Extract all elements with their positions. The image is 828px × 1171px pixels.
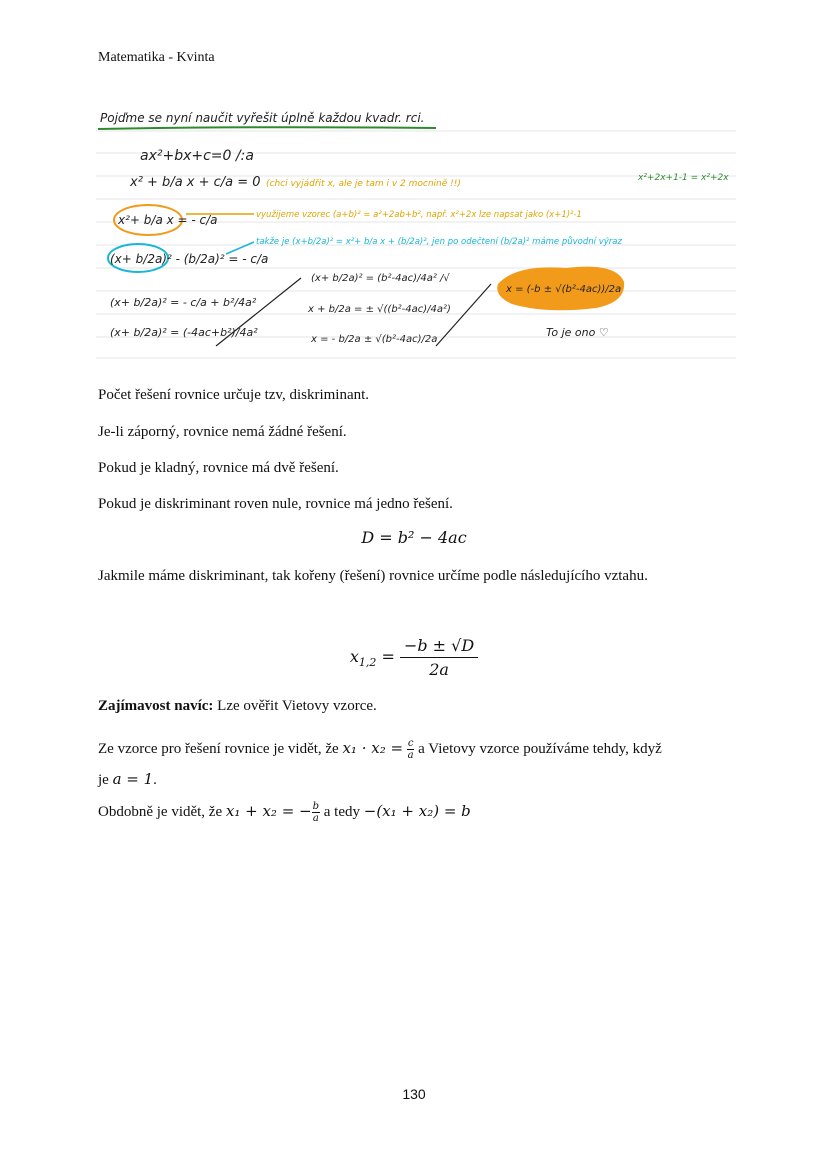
equation-roots — [0, 636, 828, 679]
note-line-5: (x+ b/2a)² = - c/a + b²/4a² — [110, 296, 257, 309]
vieta-label: Zajímavost navíc: — [98, 698, 214, 714]
paragraph-negative: Je-li záporný, rovnice nemá žádné řešení. — [98, 424, 347, 440]
sum-fraction-den: a — [312, 813, 319, 825]
paragraph-vieta — [98, 695, 738, 717]
arrow-to-middle — [216, 278, 301, 346]
sum-math-2: −(x₁ + x₂) = b — [363, 802, 471, 820]
sum-fraction — [312, 801, 320, 824]
paragraph-product — [98, 733, 738, 795]
note-result-remark: To je ono ♡ — [546, 326, 609, 339]
paragraph-sum — [98, 800, 738, 824]
sum-text-b: a tedy — [320, 804, 364, 820]
product-text-a: Ze vzorce pro řešení rovnice je vidět, že — [98, 741, 343, 757]
note-line-4: (x+ b/2a)² - (b/2a)² = - c/a — [110, 252, 269, 266]
roots-lhs: x — [349, 647, 359, 666]
note-line-2: x² + b/a x + c/a = 0 — [130, 175, 261, 190]
roots-denominator: 2a — [429, 660, 449, 679]
product-fraction-num: c — [407, 738, 414, 750]
product-text-c: je — [98, 772, 113, 788]
heading-underline — [98, 127, 436, 129]
paragraph-positive: Pokud je kladný, rovnice má dvě řešení. — [98, 460, 339, 476]
note-mid-3: x = - b/2a ± √(b²-4ac)/2a — [311, 334, 438, 345]
paragraph-zero: Pokud je diskriminant roven nule, rovnice má jedno řešení. — [98, 496, 453, 512]
paragraph-roots-intro: Jakmile máme diskriminant, tak kořeny (řešení) rovnice určíme podle následujícího vztahu. — [98, 568, 648, 584]
equation-discriminant: D = b² − 4ac — [361, 528, 467, 547]
note-line-3: x²+ b/a x = - c/a — [118, 213, 218, 227]
product-math-2: a = 1 — [112, 770, 154, 788]
note-line-1: ax²+bx+c=0 /:a — [140, 148, 254, 164]
notes-heading: Pojďme se nyní naučit vyřešit úplně každou kvadr. rci. — [100, 111, 425, 125]
sum-math: x₁ + x₂ = − — [225, 802, 312, 820]
product-fraction-den: a — [407, 750, 414, 762]
product-text-b: a Vietovy vzorce používáme tehdy, když — [414, 741, 662, 757]
handwritten-notes — [96, 96, 736, 366]
note-line-3-comment: využijeme vzorec (a+b)² = a²+2ab+b², např. x²+2x lze napsat jako (x+1)²-1 — [256, 210, 582, 220]
note-mid-1: (x+ b/2a)² = (b²-4ac)/4a² /√ — [311, 273, 450, 284]
roots-equals: = — [381, 647, 395, 666]
note-side-example: x²+2x+1-1 = x²+2x — [638, 173, 729, 183]
note-mid-2: x + b/2a = ± √((b²-4ac)/4a²) — [308, 304, 451, 315]
vieta-text: Lze ověřit Vietovy vzorce. — [213, 698, 377, 714]
notes-canvas — [96, 96, 736, 366]
roots-fraction — [400, 636, 478, 679]
sum-fraction-num: b — [312, 801, 320, 813]
product-text-d: . — [153, 772, 157, 788]
note-result: x = (-b ± √(b²-4ac))/2a — [506, 284, 622, 295]
note-line-4-comment: takže je (x+b/2a)² = x²+ b/a x + (b/2a)², jen po odečtení (b/2a)² máme původní výraz — [256, 237, 622, 247]
sum-text-a: Obdobně je vidět, že — [98, 804, 226, 820]
paragraph-discriminant-intro: Počet řešení rovnice určuje tzv, diskriminant. — [98, 387, 370, 403]
roots-numerator: −b ± √D — [400, 636, 478, 658]
note-line-6: (x+ b/2a)² = (-4ac+b²)/4a² — [110, 326, 258, 339]
note-line-2-comment: (chci vyjádřit x, ale je tam i v 2 mocnině !!) — [266, 179, 461, 189]
product-math: x₁ · x₂ = — [342, 739, 404, 757]
roots-subscript: 1,2 — [358, 656, 377, 670]
page-number: 130 — [402, 1086, 426, 1102]
running-header: Matematika - Kvinta — [98, 50, 215, 65]
